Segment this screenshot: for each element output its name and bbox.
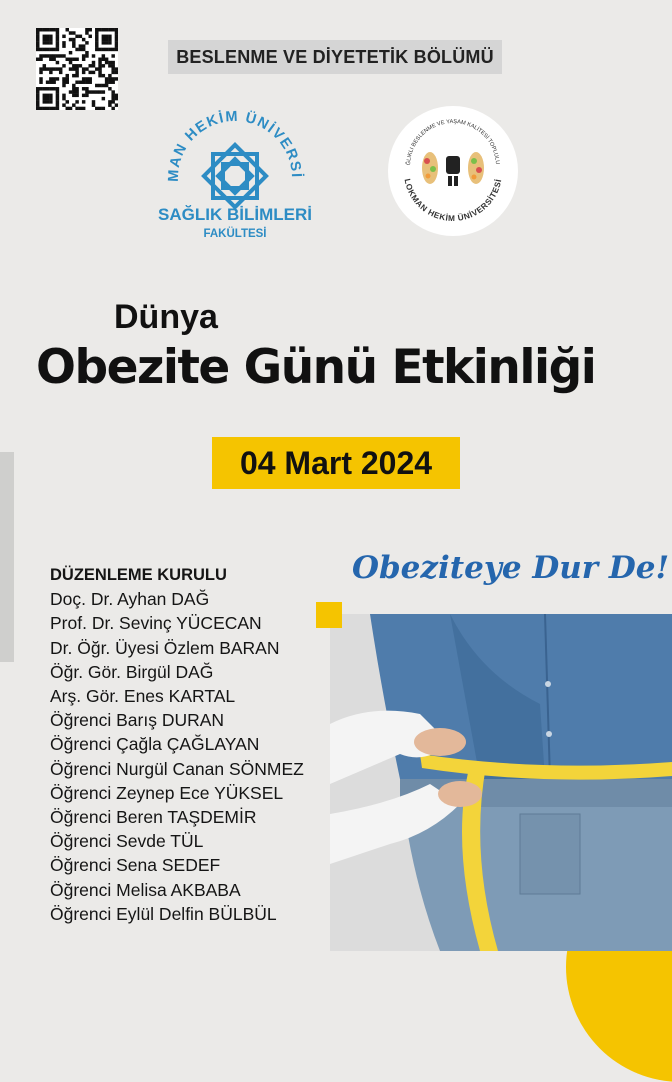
- waist-measurement-photo: [330, 614, 672, 951]
- university-line1: SAĞLIK BİLİMLERİ: [158, 205, 312, 224]
- committee-member: Öğrenci Barış DURAN: [50, 710, 225, 731]
- university-line2: FAKÜLTESİ: [203, 228, 267, 240]
- slogan: Obeziteye Dur De!: [352, 550, 670, 586]
- committee-member: Öğrenci Nurgül Canan SÖNMEZ: [50, 758, 304, 779]
- committee-member: Öğrenci Zeynep Ece YÜKSEL: [50, 782, 284, 803]
- qr-code[interactable]: [36, 28, 118, 110]
- university-logo: [150, 100, 320, 270]
- title-small: Dünya: [114, 298, 218, 336]
- event-date: 04 Mart 2024: [239, 444, 433, 481]
- committee-member: Öğrenci Çağla ÇAĞLAYAN: [50, 734, 260, 755]
- club-bottom-text: LOKMAN HEKİM ÜNİVERSİTESİ: [402, 177, 504, 224]
- committee-member: Öğrenci Beren TAŞDEMİR: [50, 807, 257, 828]
- committee-member: Dr. Öğr. Üyesi Özlem BARAN: [50, 637, 280, 658]
- side-decor-bar: [0, 452, 14, 662]
- department-banner: [168, 40, 502, 74]
- club-logo: [388, 106, 518, 236]
- committee-member: Doç. Dr. Ayhan DAĞ: [50, 589, 210, 610]
- department-label: BESLENME VE DİYETETİK BÖLÜMÜ: [176, 46, 494, 67]
- svg-text:LOKMAN HEKİM ÜNİVERSİTESİ: [150, 100, 305, 182]
- committee-member: Öğrenci Sevde TÜL: [50, 831, 204, 852]
- svg-text:SAĞLIKLI BESLENME VE YAŞAM KAL: [388, 106, 500, 166]
- committee-member: Öğrenci Melisa AKBABA: [50, 879, 241, 900]
- committee-member: Öğr. Gör. Birgül DAĞ: [50, 661, 214, 682]
- committee-member: Prof. Dr. Sevinç YÜCECAN: [50, 613, 262, 634]
- committee-list: [50, 563, 304, 926]
- yellow-accent-square: [316, 602, 342, 628]
- qr-code-graphic: [36, 28, 118, 110]
- svg-text:LOKMAN HEKİM ÜNİVERSİTESİ: [403, 178, 504, 223]
- knot-emblem-icon: [204, 145, 266, 207]
- food-figures-icon: [422, 152, 484, 186]
- committee-member: Öğrenci Eylül Delfin BÜLBÜL: [50, 903, 277, 924]
- committee-member: Arş. Gör. Enes KARTAL: [50, 686, 236, 707]
- club-top-text: ĞLIKLI BESLENME VE YAŞAM KALİTESİ TOPLULU: [405, 118, 501, 166]
- event-date-badge: [212, 437, 460, 489]
- committee-heading: DÜZENLEME KURULU: [50, 566, 227, 584]
- university-arc-text: MAN HEKİM ÜNİVERSİ: [165, 108, 305, 183]
- committee-member: Öğrenci Sena SEDEF: [50, 855, 221, 876]
- event-title: Obezite Günü Etkinliği: [36, 340, 596, 395]
